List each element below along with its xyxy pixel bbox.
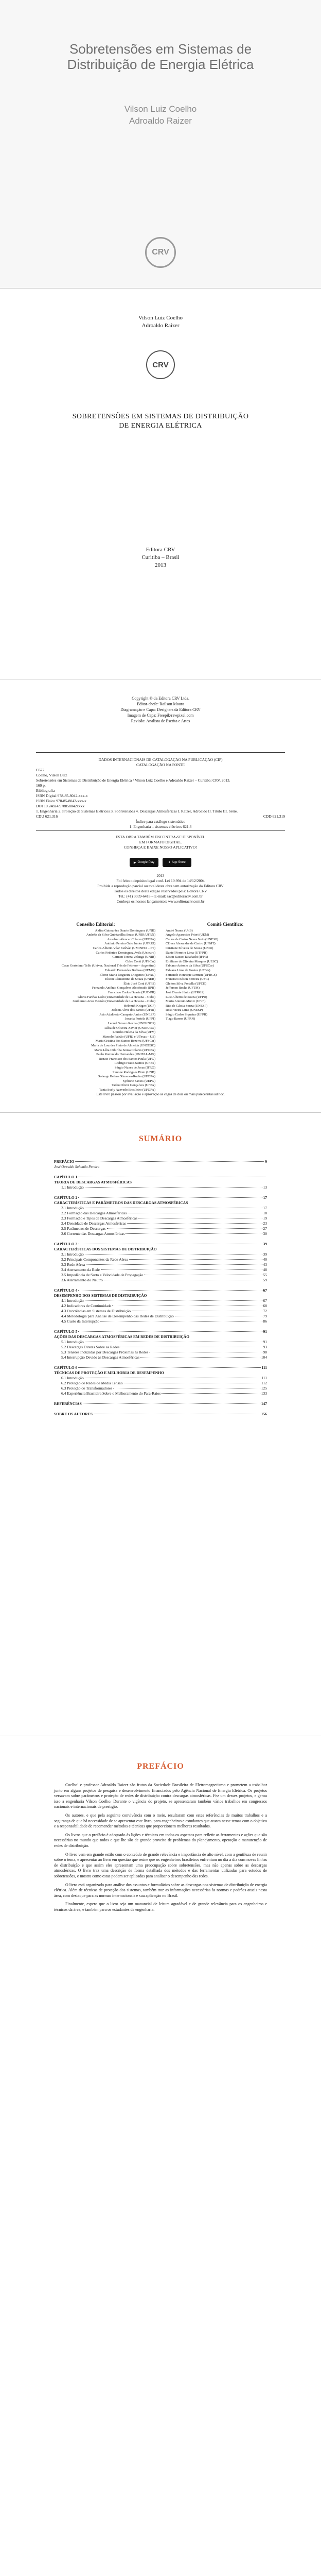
toc-page-number: 112 [261, 1381, 267, 1385]
toc-chapter-title: TÉCNICAS DE PROTEÇÃO E MELHORIA DE DESEMPENHO [54, 1370, 164, 1375]
editorial-council-member: Solange Helena Ximenes-Rocha (UFOPA) [98, 1075, 155, 1079]
copyright-line: Copyright © da Editora CRV Ltda. [132, 696, 189, 701]
toc-leader-dots [83, 1403, 260, 1404]
scientific-committee-member: Rosa Vieira Lima (UNESP) [166, 1008, 203, 1012]
editorial-council-member: Renato Francisco dos Santos Paula (UFG) [99, 1057, 155, 1061]
cip-subtitle: CATALOGAÇÃO NA FONTE [136, 762, 185, 767]
preface-body [54, 1783, 267, 1916]
toc-chapter-title: DESEMPENHO DOS SISTEMAS DE DISTRIBUIÇÃO [54, 1293, 147, 1298]
toc-section-link[interactable] [54, 1211, 267, 1216]
toc-chapter-link[interactable] [54, 1329, 267, 1334]
toc-entry [54, 1401, 267, 1406]
editorial-council-member: Carlos Federico Dominguez Avila (Unieuro) [96, 951, 155, 955]
toc-section-link[interactable] [54, 1226, 267, 1231]
editorial-council-member: Cesar Gerónimo Tello (Univer. Nacional Três de Febrero – Argentina) [61, 964, 155, 968]
toc-entry [54, 1412, 267, 1417]
toc-chapter-label: CAPÍTULO 3 [54, 1242, 78, 1246]
toc-page-number: 43 [263, 1262, 267, 1267]
scientific-committee-member: Gleiton Silva Portella (UFCE) [166, 981, 206, 986]
publisher-contact [36, 873, 285, 904]
toc-section-label: 5.3 Tensões Induzidas por Descargas Próximas às Redes [61, 1350, 149, 1354]
editorial-council-member: Lourdes Helena da Silva (UFV) [112, 1030, 155, 1035]
toc-entry [54, 1195, 267, 1236]
toc-page-number: 68 [263, 1303, 267, 1308]
editorial-council-member: Sydione Santos (UEPG) [122, 1079, 155, 1083]
toc-leader-dots [162, 1393, 260, 1394]
toc-page-number: 48 [263, 1267, 267, 1272]
toc-list [54, 1159, 267, 1422]
toc-section-label: 6.1 Introdução [61, 1376, 84, 1380]
editorial-council-member: Helmuth Krüger (UCP) [123, 1004, 155, 1008]
toc-section-link[interactable] [54, 1303, 267, 1309]
toc-page-number: 39 [263, 1242, 267, 1246]
toc-leader-dots [78, 1197, 262, 1198]
toc-section-link[interactable] [54, 1345, 267, 1350]
toc-section-label: 3.4 Aterramento da Rede [61, 1267, 100, 1272]
editorial-council-member: Paulo Romualdo Hernandes (UNIFAL-MG) [96, 1053, 155, 1057]
editorial-council-member: Maria Cristina dos Santos Bezerra (UFSCar) [95, 1039, 155, 1043]
google-play-badge[interactable] [130, 858, 158, 867]
toc-page-number: 18 [263, 1211, 267, 1215]
toc-page-number: 111 [261, 1365, 267, 1370]
toc-section-label: 6.4 Experiência Brasileira Sobre o Melhoramento do Para-Raios [61, 1391, 161, 1396]
copyright-line: Editor-chefe: Railson Moura [137, 702, 184, 706]
publisher-city: Curitiba – Brasil [141, 554, 180, 561]
scientific-committee-member: Carlos de Castro Neves Neto (UNESP) [166, 937, 218, 941]
contact-line: Todos os direitos desta edição reservados pela: Editora CRV [114, 889, 207, 893]
scientific-committee-list [166, 929, 285, 1022]
index-item: 1. Engenharia – sistemas elétricos 621.3 [129, 824, 192, 829]
cip-line: Bibliografia [36, 788, 55, 793]
toc-page-number: 91 [263, 1340, 267, 1344]
scientific-committee-member: Jefferson Rocha (UFTM) [166, 986, 200, 990]
editorial-council-title: Conselho Editorial: [76, 922, 115, 927]
cover-page [0, 0, 321, 289]
toc-page-number: 67 [263, 1288, 267, 1293]
toc-section-label: 2.6 Corrente das Descargas Atmosféricas [61, 1231, 125, 1236]
toc-entry [54, 1159, 267, 1170]
toc-section-link[interactable] [54, 1216, 267, 1221]
scientific-committee-member: Cristiane Silveira de Souza (UNIR) [166, 946, 213, 950]
toc-leader-dots [85, 1300, 262, 1301]
toc-page-number: 104 [261, 1355, 267, 1360]
toc-section-link[interactable] [54, 1381, 267, 1386]
publisher-year: 2013 [155, 562, 166, 568]
editorial-council-member: Tadeu Oliver Gonçalves (UFPA) [111, 1083, 155, 1088]
editorial-council-member: Maria Lília Imbiriba Sousa Colares (UFOPA) [94, 1048, 155, 1052]
scientific-committee-member: Emiliano de Oliveira Marques (UESC) [166, 959, 218, 963]
toc-chapter-link[interactable] [54, 1288, 267, 1293]
toc-chapter-label: CAPÍTULO 5 [54, 1329, 78, 1334]
digital-line: EM FORMATO DIGITAL. [139, 840, 182, 844]
cip-title: DADOS INTERNACIONAIS DE CATALOGAÇÃO NA PUBLICAÇÃO (CIP) [98, 757, 223, 762]
cip-line: 1. Engenharia 2. Proteção de Sistemas Elétricos 3. Sobretensões 4. Descargas Atmosféricas I. Raizer, Adroaldo II. Título III. Série. [36, 809, 238, 814]
editorial-council-member: Andréia da Silva Quintanilha Sousa (UNIR/UFRN) [86, 933, 155, 937]
toc-chapter-link[interactable] [54, 1175, 267, 1180]
scientific-committee-member: Luiz Alberto de Souza (UFPR) [166, 995, 207, 999]
toc-section-label: 2.5 Parâmetros de Descargas [61, 1226, 106, 1231]
scientific-committee-member: André Nunes (UnB) [166, 928, 193, 933]
editorial-council-member: Rodrigo Pratte-Santos (UFES) [114, 1061, 155, 1065]
toc-section-link[interactable] [54, 1262, 267, 1267]
app-store-badge[interactable] [163, 858, 191, 867]
toc-page-number: 86 [263, 1319, 267, 1324]
copyright-line: Diagramação e Capa: Designers da Editora CRV [120, 707, 201, 712]
editorial-council [36, 922, 155, 1093]
toc-section-label: 5.1 Introdução [61, 1340, 84, 1344]
peer-review-note: Este livro passou por avaliação e aprovação às cegas de dois ou mais pareceristas ad hoc. [96, 1092, 225, 1096]
copyright-header [36, 696, 285, 724]
toc-section-link[interactable] [54, 1298, 267, 1303]
store-badges [0, 858, 321, 867]
toc-chapter-title: AÇÕES DAS DESCARGAS ATMOSFÉRICAS EM REDES DE DISTRIBUIÇÃO [54, 1334, 190, 1339]
cip-line: ISBN Digital 978-85-8042-xxx-x [36, 793, 88, 798]
toc-section-label: 5.2 Descargas Diretas Sobre as Redes [61, 1345, 120, 1349]
toc-section-label: 1.1 Introdução [61, 1185, 84, 1190]
editorial-council-member: Fernando Antônio Gonçalves Alcoforado (IPB) [92, 986, 155, 990]
toc-section-link[interactable] [54, 1314, 267, 1319]
scientific-committee-member: Edson Kazuo Takahashi (IFPR) [166, 955, 208, 959]
toc-leader-dots [140, 1357, 260, 1358]
scientific-committee-member: Fernando Henrique Lermen (UFRGS) [166, 973, 217, 977]
toc-page-number: 156 [261, 1412, 267, 1416]
toc-page-number: 133 [261, 1391, 267, 1396]
divider [36, 752, 285, 753]
toc-leader-dots [129, 1259, 262, 1260]
toc-page-number: 59 [263, 1278, 267, 1282]
preface-paragraph: Finalmente, espero que o livro seja um manancial de leitura agradável e de grande relevância para os engenheiros e técnicos da área, e também para os estudantes de engenharia. [54, 1902, 267, 1912]
cover-authors [0, 103, 321, 127]
cdd-code: CDD 621.319 [263, 814, 285, 819]
preface-title: PREFÁCIO [137, 1762, 184, 1771]
toc-page-number: 9 [265, 1159, 267, 1164]
toc-section-link[interactable] [54, 1391, 267, 1396]
google-play-label: Google Play [137, 861, 155, 864]
editorial-council-member: Élsio José Corá (UFFS) [123, 981, 155, 986]
toc-section-label: 2.3 Formação e Tipos de Descargas Atmosféricas [61, 1216, 137, 1221]
toc-page-number: 30 [263, 1231, 267, 1236]
toc-section-label: 3.5 Impedância de Surto e Velocidade de Propagação [61, 1273, 144, 1277]
cip-classification [36, 814, 285, 819]
toc-chapter-link[interactable] [54, 1242, 267, 1247]
preface-paragraph: Os livros que o prefácio é adequado às lições e técnicas em todos os aspectos para refletir as ferramentas e ações que são necessárias no mundo que todos e que lhe são de grande proveito de problemas do planejamento, operação e manutenção de redes de distribuição. [54, 1832, 267, 1848]
editorial-council-member: Eduardo Fernandes Barbosa (UFMG) [104, 968, 155, 972]
preface-paragraph: Os autores, e que pela seguinte convivência com o meio, resultaram com estes referências de muitos trabalhos e a segurança de que há necessidade de se apresentar este livro, para engenheiros e estudantes que atuam nesse temas com o objetivo e a responsabilidade de recomendar métodos e técnicas que proporcionem melhores resultados. [54, 1812, 267, 1829]
preface-page [0, 1736, 321, 2576]
toc-chapter-label: CAPÍTULO 6 [54, 1365, 78, 1370]
toc-section-label: 3.1 Introdução [61, 1252, 84, 1257]
editorial-council-member: Carmen Tereza Velanga (UNIR) [112, 955, 155, 959]
editorial-council-member: Elione Maria Nogueira Diogenes (UFAL) [99, 973, 155, 977]
scientific-committee-member: Rita de Cássia Souza (UNESP) [166, 1004, 208, 1008]
toc-section-label: 2.1 Introdução [61, 1206, 84, 1210]
toc-leader-dots [78, 1331, 262, 1332]
scientific-committee-member: Sérgio Carlos Siqueira (UFPR) [166, 1012, 207, 1016]
toc-leader-dots [85, 1187, 262, 1188]
editorial-council-list [36, 929, 155, 1093]
scientific-committee-member: Francisco Edson Ferreira (UFC) [166, 977, 209, 981]
digital-line: ESTA OBRA TAMBÉM ENCONTRA-SE DISPONÍVEL [115, 835, 206, 839]
toc-entry [54, 1329, 267, 1360]
copyright-line: Imagem de Capa: Freepik/rawpixel.com [127, 713, 194, 718]
publisher-logo [146, 350, 175, 379]
toc-entry [54, 1365, 267, 1396]
toc-section-label: 3.6 Aterramento do Neutro [61, 1278, 103, 1282]
toc-page-number: 39 [263, 1252, 267, 1257]
title-page [0, 289, 321, 680]
digital-availability [36, 835, 285, 850]
publisher-info [0, 546, 321, 569]
editorial-council-member: Marcelo Paixão (UFRJ e UTexas – US) [102, 1035, 155, 1039]
cip-line: C672 [36, 768, 45, 772]
editorial-council-member: Leonel Severo Rocha (UNISINOS) [108, 1022, 155, 1026]
scientific-committee-member: Fabiano Antonio da Silva (UFSCar) [166, 964, 214, 968]
toc-page-number: 17 [263, 1206, 267, 1210]
toc-section-label: 3.3 Rede Aérea [61, 1262, 85, 1267]
editorial-council-member: Sérgio Nunes de Jesus (IFRO) [115, 1066, 155, 1070]
scientific-committee-member: José Duarte Júnior (UFRGS) [166, 990, 205, 994]
table-of-contents-page [0, 1113, 321, 1736]
editorial-council-member: Celso Conti (UFSCar) [125, 959, 155, 963]
toc-page-number: 67 [263, 1298, 267, 1303]
toc-chapter-label: CAPÍTULO 2 [54, 1195, 78, 1200]
toc-section-label: 2.2 Formação das Descargas Atmosféricas [61, 1211, 127, 1215]
toc-section-link[interactable] [54, 1185, 267, 1190]
toc-section-label: 6.3 Proteção de Transformadores [61, 1386, 113, 1391]
editorial-board [36, 922, 285, 1093]
toc-entry [54, 1288, 267, 1324]
toc-chapter-label: SOBRE OS AUTORES [54, 1412, 93, 1416]
editorial-council-member: Jailson Alves dos Santos (UFRJ) [111, 1008, 155, 1012]
toc-section-label: 6.2 Proteção de Redes de Média Tensão [61, 1381, 123, 1385]
editorial-council-member: Maria de Lourdes Pinto de Almeida (UNOESC) [91, 1044, 155, 1048]
apple-icon: ● [168, 861, 170, 864]
book-title: SOBRETENSÕES EM SISTEMAS DE DISTRIBUIÇÃO DE ENERGIA ELÉTRICA [72, 413, 249, 430]
contact-line: Proibida a reprodução parcial ou total desta obra sem autorização da Editora CRV [97, 884, 224, 888]
toc-chapter-link[interactable] [54, 1412, 267, 1417]
toc-chapter-title: TEORIA DE DESCARGAS ATMOSFÉRICAS [54, 1180, 132, 1184]
cover-title: Sobretensões em Sistemas de Distribuição de Energia Elétrica [67, 41, 254, 72]
cip-line: 160 p. [36, 783, 46, 788]
toc-chapter-label: CAPÍTULO 1 [54, 1175, 78, 1179]
toc-page-number: 17 [263, 1195, 267, 1200]
editorial-council-member: Tania Suely Azevedo Brasileiro (UFOPA) [99, 1088, 155, 1092]
toc-chapter-title: CARACTERÍSTICAS DOS SISTEMAS DE DISTRIBUIÇÃO [54, 1247, 157, 1251]
toc-section-link[interactable] [54, 1386, 267, 1391]
cip-line: ISBN Físico 978-85-8042-xxx-x [36, 799, 86, 803]
toc-section-link[interactable] [54, 1355, 267, 1360]
editorial-council-member: Elizeu Clementino de Souza (UNEB) [105, 977, 155, 981]
scientific-committee-member: Angelo Aparecido Priori (UEM) [166, 933, 209, 937]
cover-author: Vilson Luiz Coelho [124, 104, 197, 114]
title-page-authors [0, 314, 321, 330]
toc-section-label: 2.4 Densidade de Descargas Atmosféricas [61, 1221, 126, 1226]
toc-chapter-label: CAPÍTULO 4 [54, 1288, 78, 1293]
toc-page-number: 23 [263, 1221, 267, 1226]
preface-paragraph: O livro está organizado para análise dos assuntos e formulários sobre as descargas nos sistemas de distribuição de energia elétrica. Além de técnicas de proteção dos sistemas, também traz as informações necessárias às normas e padrões atuais nesta área, com destaque para as normas internacionais e sua aplicação no Brasil. [54, 1882, 267, 1898]
toc-section-link[interactable] [54, 1206, 267, 1211]
toc-chapter-link[interactable] [54, 1401, 267, 1406]
toc-section-link[interactable] [54, 1309, 267, 1314]
toc-section-link[interactable] [54, 1340, 267, 1345]
toc-page-number: 125 [261, 1386, 267, 1391]
toc-section-label: 3.2 Principais Componentes da Rede Aérea [61, 1257, 128, 1262]
toc-section-label: 4.5 Custo da Interrupção [61, 1319, 100, 1324]
cip-line: DOI 10.24824/978858042xxxx [36, 804, 85, 808]
preface-paragraph: O livro vem em grande estilo com o conteúdo de grande relevância e importância de alto nível, com a gentileza de reunir sobre o tema, e apresentar ao livro em questão que reúne que os engenheiros brasileiros enfrentam no dia a dia com novas linhas de distribuição e que assim eles apresentam uma preocupação sobre sobretensões, mas não apenas sobre as descargas atmosféricas. O livro traz uma descrição de forma detalhada dos métodos e das ferramentas utilizadas para estudos de sobretensões, e mostra como estas podem ser aplicadas para analisar o desempenho das redes. [54, 1852, 267, 1878]
contact-line: Foi feito o depósito legal conf. Lei 10.994 de 14/12/2004 [116, 878, 205, 883]
scientific-committee-member: Clóves Alexandre de Castro (UFMT) [166, 942, 216, 946]
catalog-page [0, 680, 321, 1113]
toc-section-link[interactable] [54, 1257, 267, 1262]
toc-page-number: 40 [263, 1257, 267, 1262]
publisher-name: Editora CRV [146, 547, 175, 553]
toc-page-number: 55 [263, 1273, 267, 1277]
toc-page-number: 27 [263, 1226, 267, 1231]
title-page-author: Vilson Luiz Coelho [138, 315, 183, 321]
publisher-logo-text: CRV [152, 248, 169, 257]
editorial-council-member: Anselmo Alencar Colares (UFOPA) [107, 937, 155, 941]
toc-chapter-link[interactable] [54, 1195, 267, 1200]
toc-page-number: 147 [261, 1401, 267, 1406]
toc-leader-dots [75, 1161, 264, 1162]
cip-line: Sobretensões em Sistemas de Distribuição de Energia Elétrica / Vilson Luiz Coelho e Adroaldo Raizer – Curitiba: CRV, 2013. [36, 778, 230, 783]
toc-title: SUMÁRIO [138, 1134, 183, 1143]
toc-section-label: 4.4 Metodologia para Análise de Desempenho das Redes de Distribuição [61, 1314, 174, 1318]
toc-chapter-link[interactable] [54, 1159, 267, 1164]
editorial-council-member: Lídia de Oliveira Xavier (UNIEURO) [104, 1026, 155, 1030]
play-icon: ▶ [133, 861, 136, 865]
toc-section-link[interactable] [54, 1350, 267, 1355]
publisher-logo [145, 237, 176, 268]
toc-leader-dots [126, 1233, 262, 1234]
toc-section-link[interactable] [54, 1231, 267, 1236]
editorial-council-member: João Adalberto Campato Junior (UNESP) [99, 1012, 155, 1016]
editorial-council-member: Gloria Fariñas León (Universidade de La Havana – Cuba) [78, 995, 155, 999]
toc-page-number: 91 [263, 1329, 267, 1334]
app-store-label: App Store [171, 861, 186, 864]
toc-leader-dots [78, 1290, 262, 1291]
toc-section-link[interactable] [54, 1319, 267, 1324]
toc-leader-dots [107, 1228, 262, 1229]
toc-section-link[interactable] [54, 1376, 267, 1381]
cover-author: Adroaldo Raizer [129, 116, 192, 126]
toc-page-number: 72 [263, 1309, 267, 1313]
toc-leader-dots [78, 1367, 260, 1368]
scientific-committee-member: Tiago Barros (UFRN) [166, 1017, 195, 1021]
toc-page-number: 79 [263, 1314, 267, 1318]
toc-page-number: 93 [263, 1345, 267, 1349]
toc-chapter-link[interactable] [54, 1365, 267, 1370]
toc-leader-dots [86, 1264, 262, 1265]
toc-chapter-label: PREFÁCIO [54, 1159, 75, 1164]
cip-line: Coelho, Vilson Luiz [36, 773, 67, 777]
toc-author: José Oswaldo Salomão Pereira [54, 1165, 100, 1169]
toc-entry [54, 1242, 267, 1283]
scientific-committee [166, 922, 285, 1093]
copyright-line: Revisão: Analista de Escrita e Artes [131, 719, 190, 723]
preface-paragraph: Coelho¹ e professor Adroaldo Raizer são frutos da Sociedade Brasileira de Eletromagnetismo e prometem a trabalhar junto em alguns projetos de pesquisa e desenvolvimento financiados pelo Agência Nacional de Energia Elétrica. Os projetos versavam sobre parâmetros e proteção de redes de distribuição contra descargas atmosféricas. Fez um desses projetos, e gerou isso a engenharia Vilson Coelho. Durante o vigência do projeto, se apresentaram também vários trabalhos em congressos nacionais e internacionais de prestígio. [54, 1783, 267, 1809]
toc-section-link[interactable] [54, 1278, 267, 1283]
editorial-council-member: Aldira Guimarães Duarte Domínguez (UNB) [95, 928, 155, 933]
toc-chapter-title: CARACTERÍSTICAS E PARÂMETROS DAS DESCARGAS ATMOSFÉRICAS [54, 1200, 188, 1205]
cip-block [36, 757, 285, 829]
toc-section-label: 5.4 Interrupção Devido às Descargas Atmosféricas [61, 1355, 139, 1360]
editorial-council-member: Antônio Pereira Gaio Júnior (UFRRJ) [104, 942, 155, 946]
toc-section-label: 4.2 Indicadores de Continuidade [61, 1303, 112, 1308]
title-page-author: Adroaldo Raizer [141, 323, 180, 329]
toc-page-number: 13 [263, 1185, 267, 1190]
toc-section-link[interactable] [54, 1221, 267, 1226]
scientific-committee-member: Mario Antonio Muniz (UFJF) [166, 999, 206, 1004]
toc-page-number: 111 [261, 1376, 267, 1380]
editorial-council-member: Francisco Carlos Duarte (PUC-PR) [108, 990, 155, 994]
toc-page-number: 98 [263, 1350, 267, 1354]
index-note: Índice para catálogo sistemático [135, 819, 186, 824]
contact-line: Tel.: (41) 3039-6418 – E-mail: sac@editoracrv.com.br [118, 894, 203, 899]
scientific-committee-member: Daniel Ferreira Lima (UTFPR) [166, 951, 208, 955]
editorial-council-member: Josania Portela (UFPI) [124, 1017, 155, 1021]
toc-section-link[interactable] [54, 1273, 267, 1278]
toc-section-link[interactable] [54, 1252, 267, 1257]
cdu-code: CDU 621.316 [36, 814, 58, 819]
toc-leader-dots [101, 1269, 262, 1270]
scientific-committee-title: Comitê Científico: [207, 922, 244, 927]
contact-line: 2013 [156, 873, 165, 878]
scientific-committee-member: Fabiana Lima de Gostos (UFBA) [166, 968, 210, 972]
toc-entry [54, 1175, 267, 1190]
toc-chapter-label: REFERÊNCIAS [54, 1401, 82, 1406]
publisher-logo-text: CRV [152, 360, 169, 369]
digital-line: CONHEÇA E BAIXE NOSSO APLICATIVO! [124, 845, 197, 850]
editorial-council-member: Guillermo Arias Beatón (Universidade de La Havana – Cuba) [73, 999, 155, 1004]
toc-page-number: 19 [263, 1216, 267, 1221]
editorial-council-member: Simone Rodrigues Pinto (UNB) [112, 1070, 155, 1074]
toc-leader-dots [127, 1223, 262, 1224]
editorial-council-member: Carlos Alberto Vilar Estêvão (UMINHO – PT) [93, 946, 155, 950]
toc-section-link[interactable] [54, 1267, 267, 1273]
toc-leader-dots [85, 1254, 262, 1255]
contact-line: Conheça os nossos lançamentos: www.editoracrv.com.br [116, 899, 205, 904]
toc-section-label: 4.1 Introdução [61, 1298, 84, 1303]
toc-section-label: 4.3 Ocorrências em Sistemas de Distribuição [61, 1309, 131, 1313]
